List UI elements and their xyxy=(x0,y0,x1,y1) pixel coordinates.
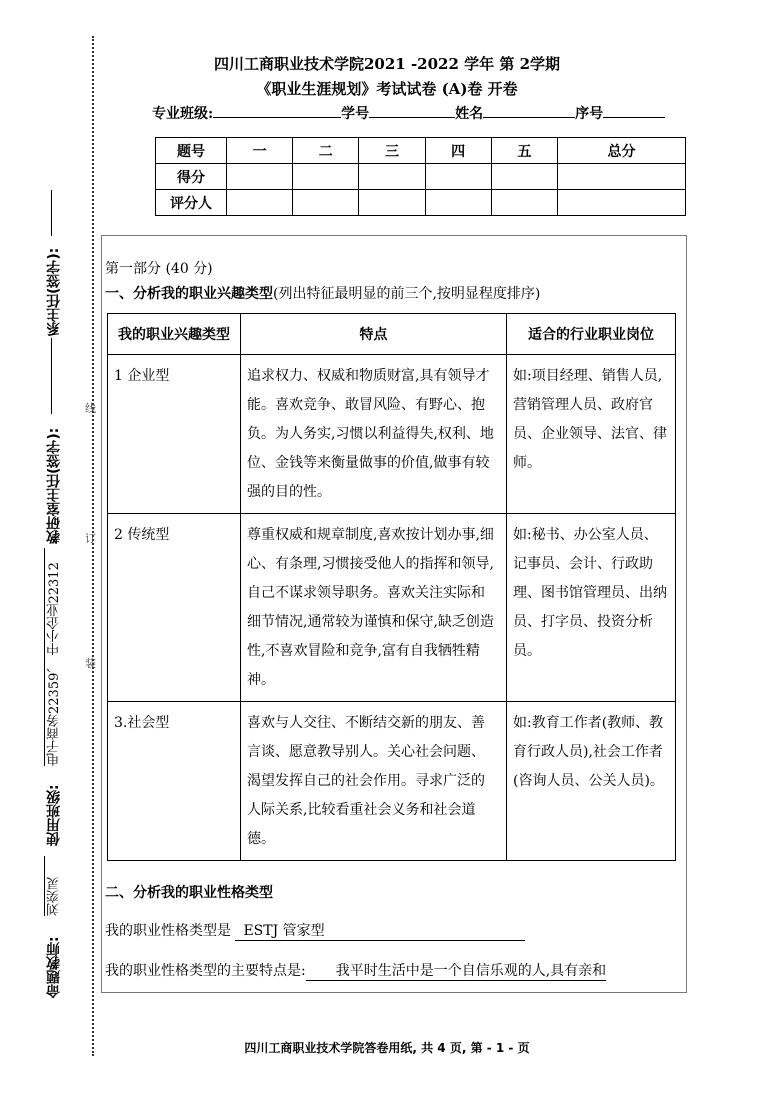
classes-label: 使用班级: xyxy=(46,784,62,846)
interest-traits: 喜欢与人交往、不断结交新的朋友、善言谈、愿意教导别人。关心社会问题、渴望发挥自己的社会作用。寻求广泛的人际关系,比较看重社会义务和社会道德。 xyxy=(241,702,507,861)
page-footer: 四川工商职业技术学院答卷用纸, 共 4 页, 第 - 1 - 页 xyxy=(244,1041,530,1055)
seq-label: 序号 xyxy=(575,106,604,122)
frame-bottom-rule xyxy=(101,992,687,993)
personality-type-value[interactable]: ESTJ 管家型 xyxy=(235,920,525,941)
interest-table xyxy=(107,313,676,861)
grader-cell[interactable] xyxy=(227,190,293,216)
personality-type-line xyxy=(105,920,525,941)
student-no-field[interactable] xyxy=(369,103,455,118)
score-header-cell: 三 xyxy=(359,138,425,164)
score-header-cell: 一 xyxy=(227,138,293,164)
classes-value: 电子商务22359、 中小企业22312 xyxy=(44,548,64,766)
score-cell[interactable] xyxy=(359,164,425,190)
score-cell[interactable] xyxy=(227,164,293,190)
q1-heading xyxy=(105,283,540,303)
score-header-cell: 五 xyxy=(491,138,557,164)
interest-traits: 追求权力、权威和物质财富,具有领导才能。喜欢竞争、敢冒风险、有野心、抱负。为人务实,习惯以利益得失,权利、地位、金钱等来衡量做事的价值,做事有较强的目的性。 xyxy=(241,355,507,514)
major-class-label: 专业班级: xyxy=(152,106,214,122)
seal-char-3: 装 xyxy=(85,657,96,670)
col-header-type: 我的职业兴趣类型 xyxy=(108,314,241,355)
grader-cell[interactable] xyxy=(557,190,685,216)
col-header-traits: 特点 xyxy=(241,314,507,355)
score-table-header-row xyxy=(156,138,686,164)
student-info-line xyxy=(152,103,665,123)
score-row xyxy=(156,164,686,190)
part1-title: 第一部分 (40 分) xyxy=(105,261,213,277)
lab-head-label: 教研室主任(签字): xyxy=(46,427,62,544)
dept-head-signature-line xyxy=(51,190,52,236)
q1-title: 一、分析我的职业兴趣类型 xyxy=(105,286,273,302)
interest-jobs: 如:教育工作者(教师、教育行政人员),社会工作者(咨询人员、公关人员)。 xyxy=(507,702,676,861)
major-class-field[interactable] xyxy=(213,103,341,118)
binding-dotted-line xyxy=(92,36,94,1056)
score-cell[interactable] xyxy=(293,164,359,190)
score-cell[interactable] xyxy=(491,164,557,190)
grader-cell[interactable] xyxy=(491,190,557,216)
interest-traits: 尊重权威和规章制度,喜欢按计划办事,细心、有条理,习惯接受他人的指挥和领导,自己不谋求领导职务。喜欢关注实际和细节情况,通常较为谨慎和保守,缺乏创造性,不喜欢冒险和竞争,富有自我牺牲精神。 xyxy=(241,514,507,702)
interest-type: 1 企业型 xyxy=(108,355,241,514)
interest-row xyxy=(108,702,676,861)
interest-jobs: 如:项目经理、销售人员,营销管理人员、政府官员、企业领导、法官、律师。 xyxy=(507,355,676,514)
personality-traits-line xyxy=(105,960,606,981)
seq-field[interactable] xyxy=(603,103,665,118)
score-header-cell: 总分 xyxy=(557,138,685,164)
interest-row xyxy=(108,514,676,702)
interest-row xyxy=(108,355,676,514)
grader-cell[interactable] xyxy=(359,190,425,216)
seal-char-2: 订 xyxy=(85,532,96,545)
interest-type: 2 传统型 xyxy=(108,514,241,702)
score-cell[interactable] xyxy=(557,164,685,190)
lab-head-signature-line xyxy=(51,338,52,414)
grader-cell[interactable] xyxy=(425,190,491,216)
seal-char-1: 线 xyxy=(85,402,96,415)
grader-row xyxy=(156,190,686,216)
dept-head-label: 系主任(签字): xyxy=(46,247,62,336)
teacher-label: 命题教师: xyxy=(46,936,62,998)
personality-traits-label: 我的职业性格类型的主要特点是: xyxy=(105,963,306,979)
score-table xyxy=(155,137,686,216)
personality-type-label: 我的职业性格类型是 xyxy=(105,923,231,939)
interest-jobs: 如:秘书、办公室人员、记事员、会计、行政助理、图书馆管理员、出纳员、打字员、投资分析员。 xyxy=(507,514,676,702)
exam-title-line2: 《职业生涯规划》考试试卷 (A)卷 开卷 xyxy=(256,80,518,98)
grader-cell[interactable] xyxy=(293,190,359,216)
name-field[interactable] xyxy=(483,103,575,118)
teacher-value: 刘奕灵 xyxy=(44,856,64,916)
score-row-label: 得分 xyxy=(156,164,227,190)
col-header-jobs: 适合的行业职业岗位 xyxy=(507,314,676,355)
interest-table-header xyxy=(108,314,676,355)
grader-row-label: 评分人 xyxy=(156,190,227,216)
score-cell[interactable] xyxy=(425,164,491,190)
name-label: 姓名 xyxy=(455,106,484,122)
part2-title: 二、分析我的职业性格类型 xyxy=(105,885,273,901)
score-header-cell: 题号 xyxy=(156,138,227,164)
exam-title-line1: 四川工商职业技术学院2021 -2022 学年 第 2学期 xyxy=(213,55,561,73)
student-no-label: 学号 xyxy=(341,106,370,122)
score-header-cell: 四 xyxy=(425,138,491,164)
score-header-cell: 二 xyxy=(293,138,359,164)
interest-type: 3.社会型 xyxy=(108,702,241,861)
q1-note: (列出特征最明显的前三个,按明显程度排序) xyxy=(273,286,541,302)
personality-traits-value[interactable]: 我平时生活中是一个自信乐观的人,具有亲和 xyxy=(306,960,606,981)
